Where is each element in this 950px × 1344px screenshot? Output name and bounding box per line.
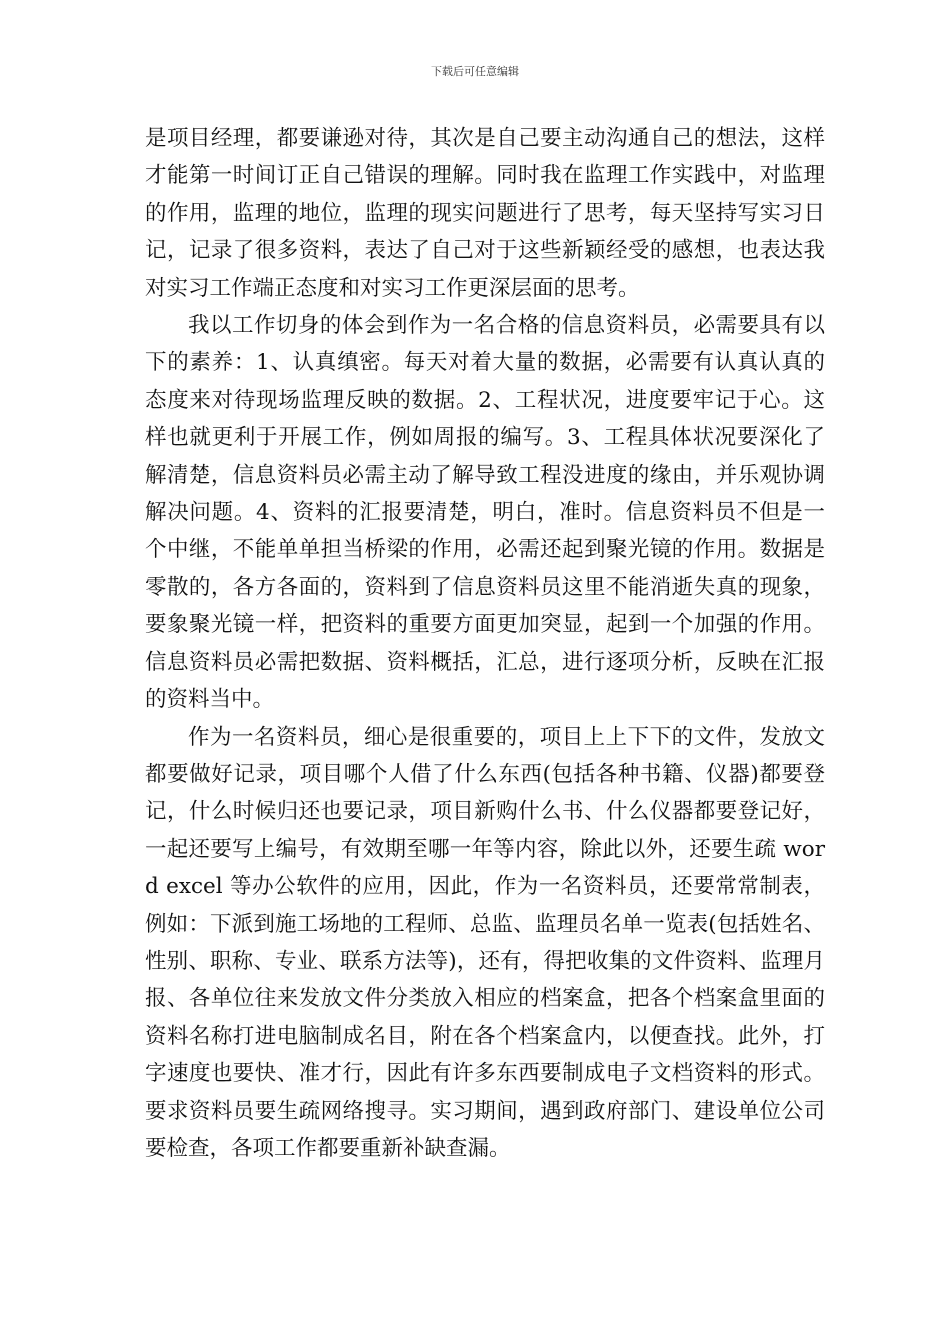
paragraph-1: 是项目经理，都要谦逊对待，其次是自己要主动沟通自己的想法，这样才能第一时间订正自己错误的理解。同时我在监理工作实践中，对监理的作用，监理的地位，监理的现实问题进行了思考，每天坚持写实习日记，记录了很多资料，表达了自己对于这些新颖经受的感想，也表达我对实习工作端正态度和对实习工作更深层面的思考。 — [145, 126, 825, 301]
paragraph-3: 作为一名资料员，细心是很重要的，项目上上下下的文件，发放文都要做好记录，项目哪个人借了什么东西(包括各种书籍、仪器)都要登记，什么时候归还也要记录，项目新购什么书、什么仪器都要登记好，一起还要写上编号，有效期至哪一年等内容，除此以外，还要生疏 word excel 等办公软件的应用，因此，作为一名资料员，还要常常制表，例如：下派到施工场地的工程师、总监、监理员名单一览表(包括姓名、性别、职称、专业、联系方法等)，还有，得把收集的文件资料、监理月报、各单位往来发放文件分类放入相应的档案盒，把各个档案盒里面的资料名称打进电脑制成名目，附在各个档案盒内，以便查找。此外，打字速度也要快、准才行，因此有许多东西要制成电子文档资料的形式。要求资料员要生疏网络搜寻。实习期间，遇到政府部门、建设单位公司要检查，各项工作都要重新补缺查漏。 — [145, 724, 825, 1161]
paragraph-2: 我以工作切身的体会到作为一名合格的信息资料员，必需要具有以下的素养：1、认真缜密。每天对着大量的数据，必需要有认真认真的态度来对待现场监理反映的数据。2、工程状况，进度要牢记于心。这样也就更利于开展工作，例如周报的编写。3、工程具体状况要深化了解清楚，信息资料员必需主动了解导致工程没进度的缘由，并乐观协调解决问题。4、资料的汇报要清楚，明白，准时。信息资料员不但是一个中继，不能单单担当桥梁的作用，必需还起到聚光镜的作用。数据是零散的，各方各面的，资料到了信息资料员这里不能消逝失真的现象，要象聚光镜一样，把资料的重要方面更加突显，起到一个加强的作用。信息资料员必需把数据、资料概括，汇总，进行逐项分析，反映在汇报的资料当中。 — [145, 313, 825, 713]
page-header: 下载后可任意编辑 — [431, 65, 519, 78]
document-body — [145, 120, 825, 1167]
